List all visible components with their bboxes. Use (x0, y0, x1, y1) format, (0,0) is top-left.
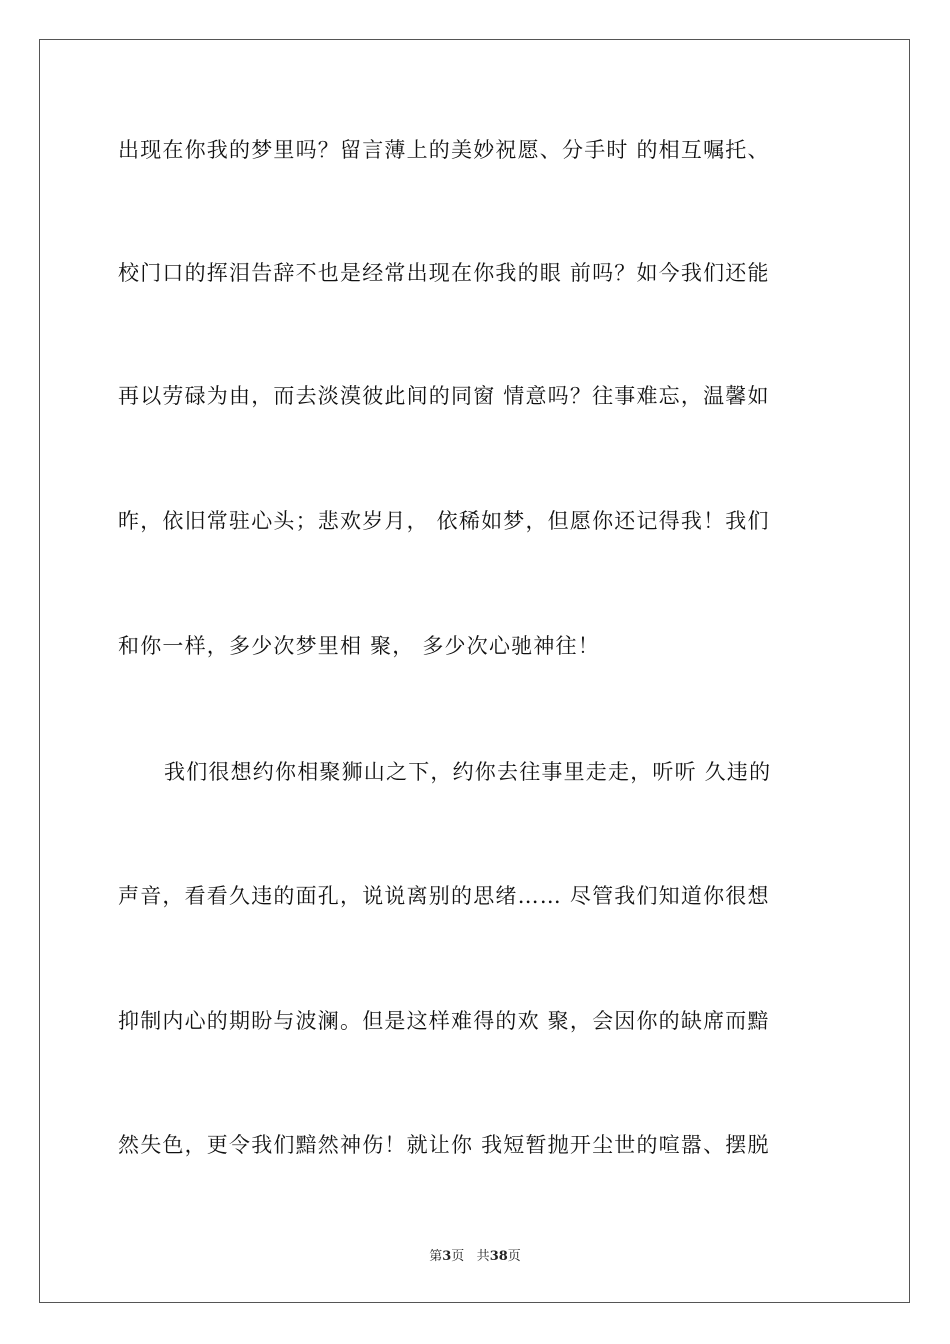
total-page-count: 38 (489, 1249, 508, 1264)
current-page-number: 3 (442, 1249, 452, 1264)
page-suffix: 页 (451, 1249, 465, 1264)
body-line-3: 再以劳碌为由，而去淡漠彼此间的同窗 情意吗？往事难忘，温馨如 (118, 384, 770, 408)
body-line-9: 然失色，更令我们黯然神伤！就让你 我短暂抛开尘世的喧嚣、摆脱 (118, 1133, 770, 1157)
body-line-7: 声音，看看久违的面孔，说说离别的思绪…… 尽管我们知道你很想 (118, 884, 770, 908)
body-line-5: 和你一样，多少次梦里相 聚， 多少次心驰神往！ (118, 634, 600, 658)
total-suffix: 页 (507, 1249, 521, 1264)
page-prefix: 第 (429, 1249, 443, 1264)
total-prefix: 共 (476, 1249, 490, 1264)
body-line-2: 校门口的挥泪告辞不也是经常出现在你我的眼 前吗？如今我们还能 (118, 261, 770, 285)
page-footer (0, 1248, 950, 1266)
page-border (39, 39, 910, 1303)
body-line-1: 出现在你我的梦里吗？留言薄上的美妙祝愿、分手时 的相互嘱托、 (118, 138, 770, 162)
body-line-4: 昨，依旧常驻心头；悲欢岁月， 依稀如梦，但愿你还记得我！我们 (118, 509, 770, 533)
paragraph-2-line-1: 我们很想约你相聚狮山之下，约你去往事里走走，听听 久违的 (164, 760, 772, 784)
body-line-8: 抑制内心的期盼与波澜。但是这样难得的欢 聚，会因你的缺席而黯 (118, 1009, 770, 1033)
